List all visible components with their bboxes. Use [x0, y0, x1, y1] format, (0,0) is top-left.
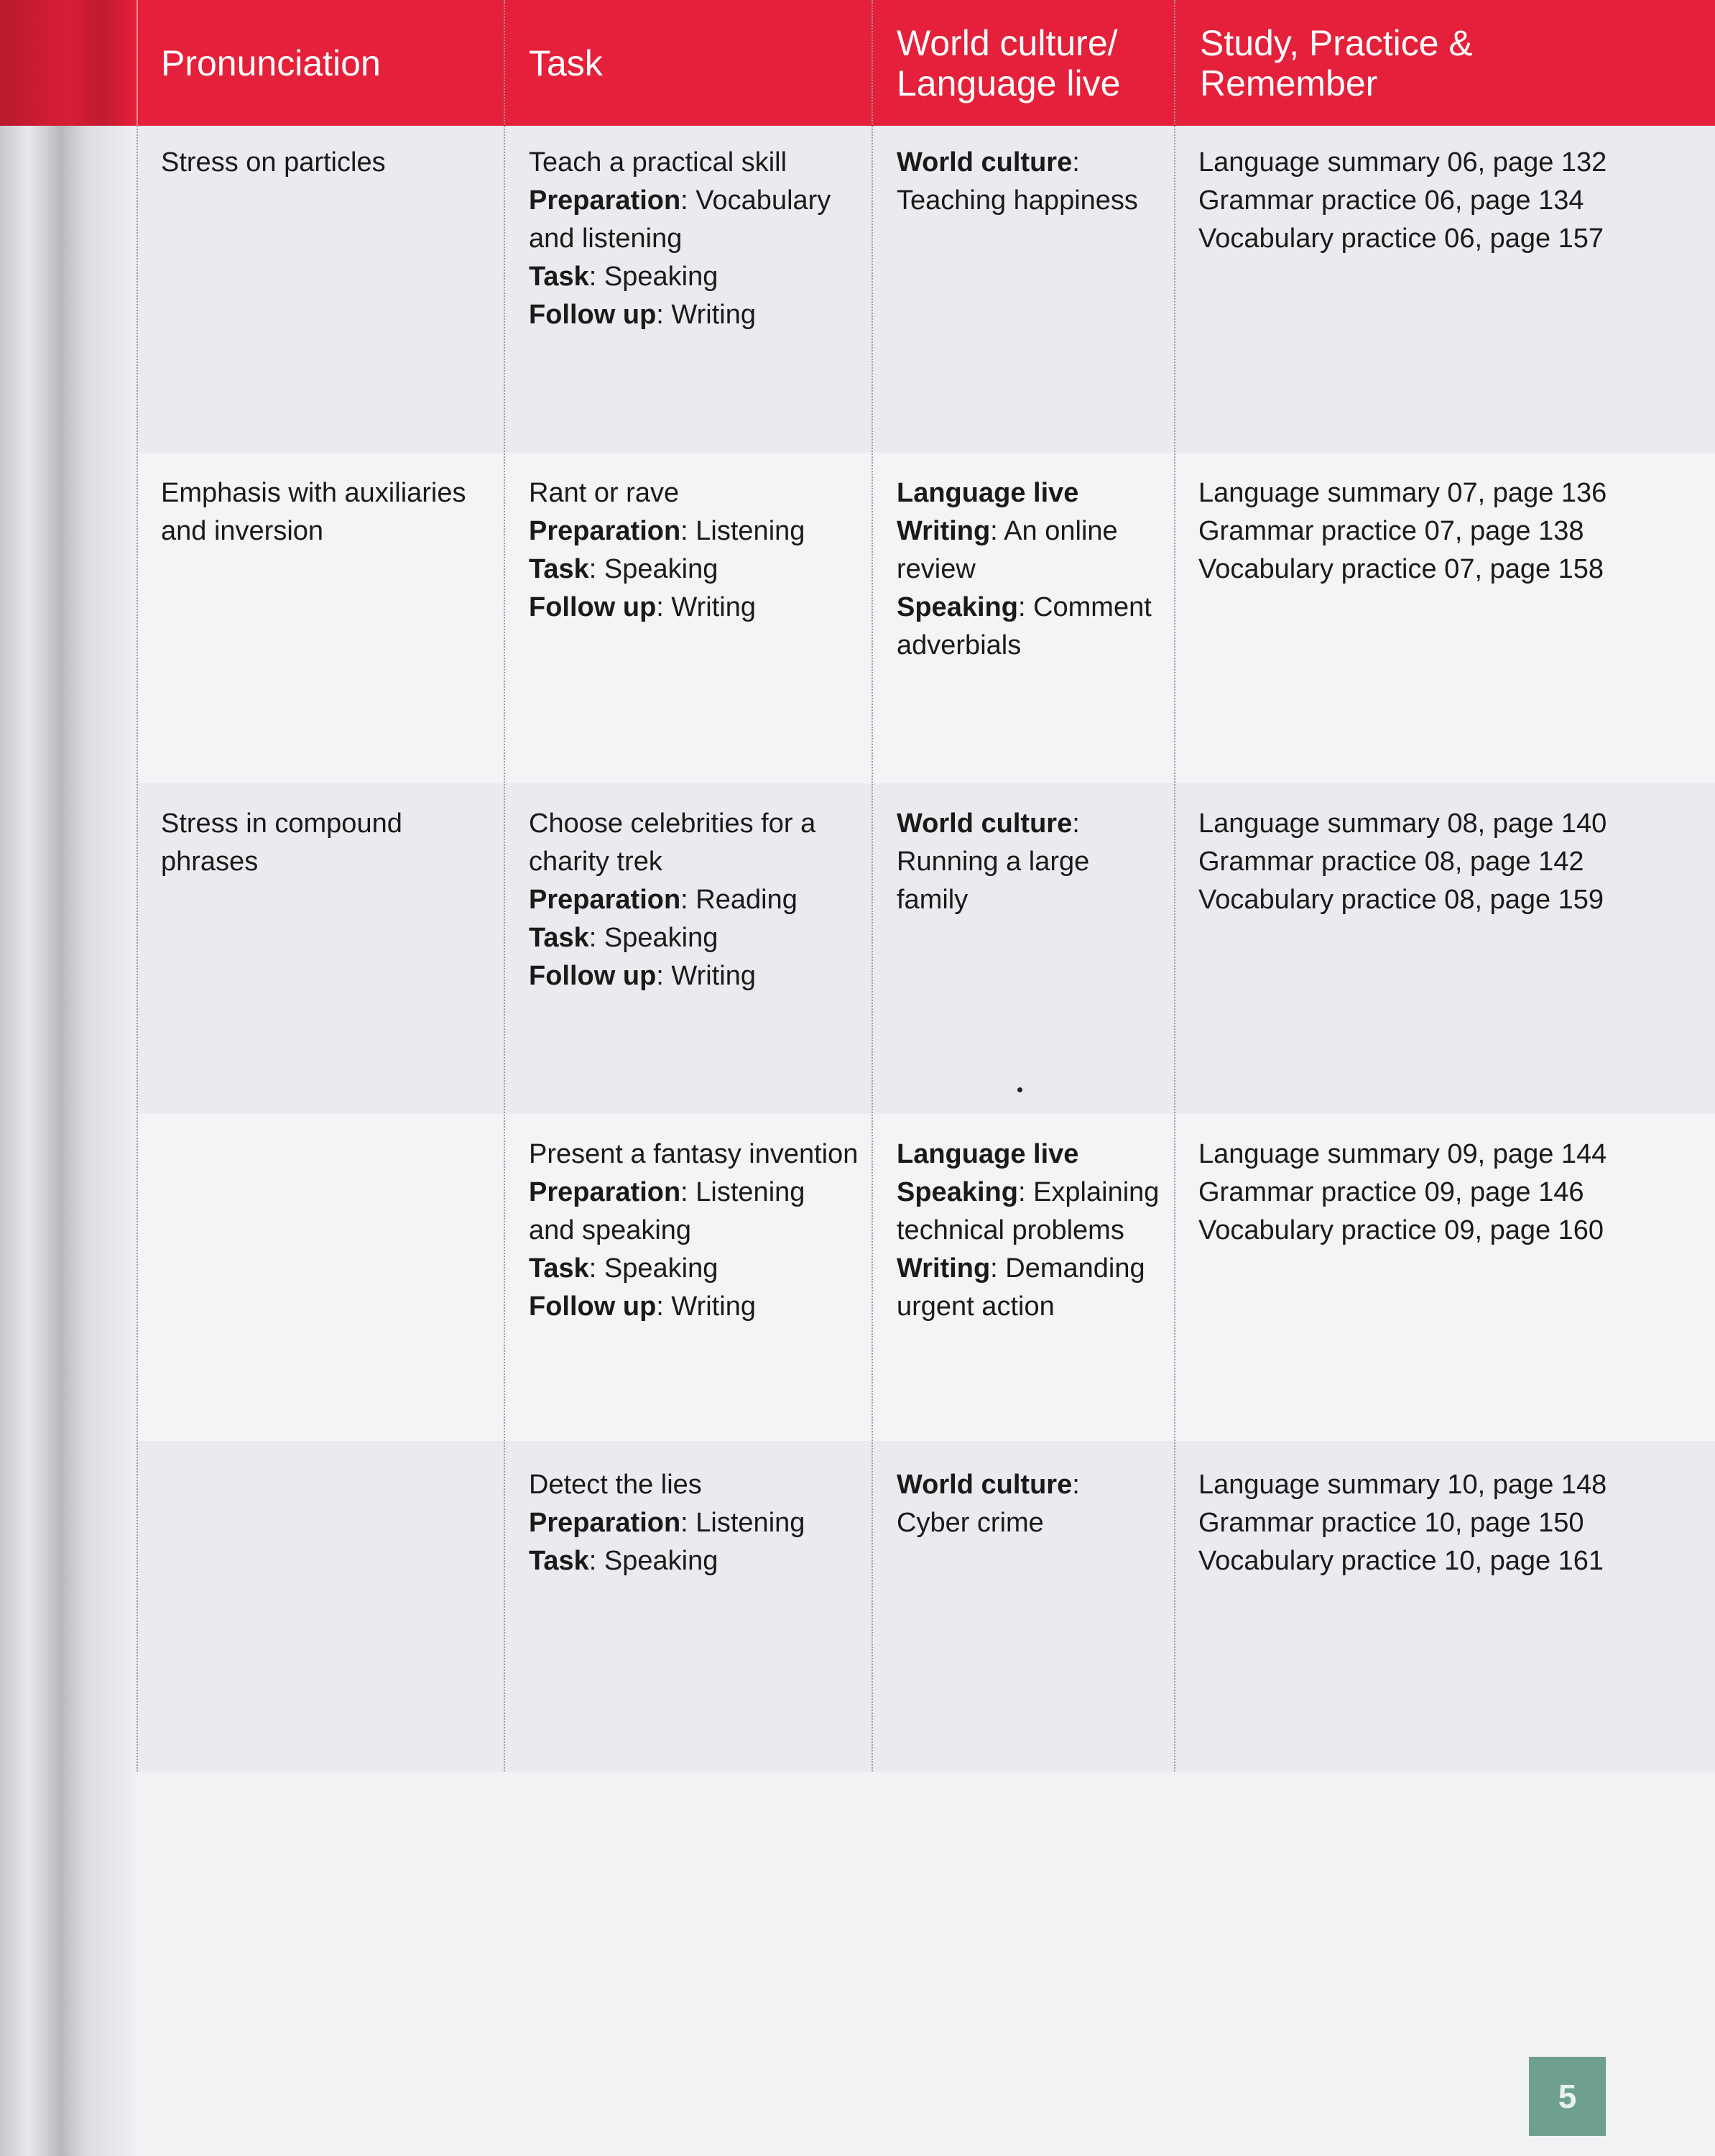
line-text: :: [1072, 1470, 1080, 1500]
line-text: charity trek: [529, 847, 662, 877]
line-text: :: [1072, 147, 1080, 178]
world-culture-cell: [897, 144, 1138, 220]
column-divider: [1174, 0, 1175, 1772]
header-task: Task: [529, 42, 603, 83]
bold-label: Speaking: [897, 592, 1018, 622]
task-line: [529, 881, 815, 919]
study-cell: [1198, 1466, 1607, 1580]
column-divider: [504, 0, 505, 1772]
task-cell: [529, 805, 815, 995]
study-line: Grammar practice 06, page 134: [1198, 185, 1584, 216]
bold-label: Follow up: [529, 961, 657, 991]
world-culture-line: [897, 474, 1152, 512]
column-divider: [137, 126, 138, 1772]
world-culture-line: [897, 1250, 1159, 1288]
line-text: Cyber crime: [897, 1508, 1044, 1538]
bold-label: Preparation: [529, 885, 681, 915]
line-text: : Writing: [656, 300, 756, 330]
header-gutter-shade: [0, 0, 137, 126]
bold-label: World culture: [897, 147, 1073, 178]
column-divider: [872, 0, 873, 1772]
world-culture-cell: [897, 805, 1089, 919]
line-text: : Speaking: [588, 1253, 718, 1284]
study-line: Grammar practice 08, page 142: [1198, 847, 1584, 877]
world-culture-line: [897, 182, 1138, 220]
world-culture-line: [897, 550, 1152, 589]
task-line: [529, 805, 815, 843]
line-text: : Speaking: [588, 923, 718, 953]
study-line: Vocabulary practice 08, page 159: [1198, 885, 1604, 915]
line-text: : An online: [990, 516, 1118, 546]
task-line: [529, 512, 805, 550]
line-text: : Speaking: [588, 262, 718, 292]
study-line: Vocabulary practice 06, page 157: [1198, 224, 1604, 254]
world-culture-line: [897, 881, 1089, 919]
line-text: Present a fantasy invention: [529, 1139, 859, 1169]
bold-label: Follow up: [529, 1291, 657, 1322]
task-line: [529, 957, 815, 995]
bold-label: Preparation: [529, 185, 681, 216]
line-text: Teach a practical skill: [529, 147, 787, 178]
line-text: : Comment: [1017, 592, 1152, 622]
line-text: Rant or rave: [529, 478, 680, 508]
line-text: and listening: [529, 224, 683, 254]
bold-label: Task: [529, 262, 589, 292]
task-line: [529, 182, 831, 220]
task-line: [529, 1504, 805, 1542]
world-culture-cell: [897, 1135, 1159, 1326]
pronunciation-cell: [161, 474, 466, 550]
pronunciation-cell: [161, 144, 386, 182]
world-culture-line: [897, 805, 1089, 843]
world-culture-line: [897, 589, 1152, 627]
study-line: Language summary 06, page 132: [1198, 147, 1607, 178]
task-cell: [529, 1135, 858, 1326]
task-line: [529, 550, 805, 589]
world-culture-cell: [897, 474, 1152, 665]
task-line: [529, 589, 805, 627]
task-line: [529, 1174, 858, 1212]
task-line: [529, 1135, 858, 1174]
study-cell: [1198, 474, 1607, 589]
header-study: Study, Practice & Remember: [1200, 22, 1473, 103]
stray-mark: [1017, 1087, 1022, 1092]
line-text: :: [1072, 808, 1080, 839]
bold-label: Preparation: [529, 516, 681, 546]
study-cell: [1198, 1135, 1607, 1250]
bold-label: Writing: [897, 516, 991, 546]
header-pronunciation: Pronunciation: [161, 42, 381, 83]
task-line: [529, 843, 815, 881]
world-culture-line: [897, 1466, 1080, 1504]
line-text: Detect the lies: [529, 1470, 702, 1500]
header-world-culture: World culture/ Language live: [897, 22, 1121, 103]
line-text: : Writing: [656, 592, 756, 622]
task-line: [529, 1288, 858, 1326]
line-text: adverbials: [897, 630, 1022, 660]
study-line: Grammar practice 10, page 150: [1198, 1508, 1584, 1538]
world-culture-cell: [897, 1466, 1080, 1542]
task-cell: [529, 1466, 805, 1580]
line-text: : Speaking: [588, 1546, 718, 1576]
world-culture-line: [897, 627, 1152, 665]
bold-label: Task: [529, 554, 589, 584]
bold-label: Preparation: [529, 1177, 681, 1207]
line-text: : Listening: [680, 1508, 805, 1538]
task-line: [529, 474, 805, 512]
bold-label: Task: [529, 923, 589, 953]
task-line: [529, 258, 831, 296]
study-line: Grammar practice 09, page 146: [1198, 1177, 1584, 1207]
bold-label: Preparation: [529, 1508, 681, 1538]
task-line: [529, 296, 831, 334]
line-text: : Reading: [680, 885, 798, 915]
pronunciation-line: phrases: [161, 847, 259, 877]
bold-label: Language live: [897, 1139, 1079, 1169]
bold-label: Language live: [897, 478, 1079, 508]
world-culture-line: [897, 144, 1138, 182]
line-text: Running a large: [897, 847, 1090, 877]
header-divider: [137, 0, 138, 126]
line-text: Choose celebrities for a: [529, 808, 816, 839]
world-culture-line: [897, 843, 1089, 881]
line-text: family: [897, 885, 969, 915]
line-text: review: [897, 554, 976, 584]
pronunciation-line: Stress on particles: [161, 147, 386, 178]
bold-label: Speaking: [897, 1177, 1018, 1207]
bold-label: Follow up: [529, 592, 657, 622]
study-line: Language summary 07, page 136: [1198, 478, 1607, 508]
task-cell: [529, 144, 831, 334]
page-number-badge: [1529, 2057, 1606, 2136]
pronunciation-line: Emphasis with auxiliaries: [161, 478, 466, 508]
line-text: : Listening: [680, 1177, 805, 1207]
bold-label: Task: [529, 1546, 589, 1576]
pronunciation-cell: [161, 805, 402, 881]
line-text: Teaching happiness: [897, 185, 1138, 216]
line-text: : Explaining: [1017, 1177, 1160, 1207]
study-cell: [1198, 144, 1607, 258]
study-line: Language summary 10, page 148: [1198, 1470, 1607, 1500]
task-line: [529, 1250, 858, 1288]
line-text: technical problems: [897, 1215, 1124, 1245]
task-line: [529, 1542, 805, 1580]
line-text: : Writing: [656, 961, 756, 991]
page-number: 5: [1558, 2078, 1577, 2115]
bold-label: Writing: [897, 1253, 991, 1284]
bold-label: World culture: [897, 1470, 1073, 1500]
study-line: Vocabulary practice 07, page 158: [1198, 554, 1604, 584]
task-line: [529, 1212, 858, 1250]
line-text: : Demanding: [990, 1253, 1145, 1284]
study-line: Language summary 09, page 144: [1198, 1139, 1607, 1169]
task-line: [529, 919, 815, 957]
study-line: Vocabulary practice 09, page 160: [1198, 1215, 1604, 1245]
bold-label: World culture: [897, 808, 1073, 839]
study-cell: [1198, 805, 1607, 919]
line-text: : Speaking: [588, 554, 718, 584]
pronunciation-line: Stress in compound: [161, 808, 402, 839]
line-text: : Listening: [680, 516, 805, 546]
line-text: urgent action: [897, 1291, 1055, 1322]
study-line: Language summary 08, page 140: [1198, 808, 1607, 839]
world-culture-line: [897, 512, 1152, 550]
binding-gutter: [0, 0, 137, 2156]
bold-label: Follow up: [529, 300, 657, 330]
world-culture-line: [897, 1174, 1159, 1212]
world-culture-line: [897, 1504, 1080, 1542]
task-line: [529, 144, 831, 182]
task-cell: [529, 474, 805, 627]
study-line: Grammar practice 07, page 138: [1198, 516, 1584, 546]
study-line: Vocabulary practice 10, page 161: [1198, 1546, 1604, 1576]
task-line: [529, 220, 831, 258]
world-culture-line: [897, 1135, 1159, 1174]
table-header: [0, 0, 1715, 126]
bold-label: Task: [529, 1253, 589, 1284]
world-culture-line: [897, 1288, 1159, 1326]
line-text: : Writing: [656, 1291, 756, 1322]
line-text: : Vocabulary: [680, 185, 831, 216]
world-culture-line: [897, 1212, 1159, 1250]
line-text: and speaking: [529, 1215, 692, 1245]
task-line: [529, 1466, 805, 1504]
pronunciation-line: and inversion: [161, 516, 324, 546]
